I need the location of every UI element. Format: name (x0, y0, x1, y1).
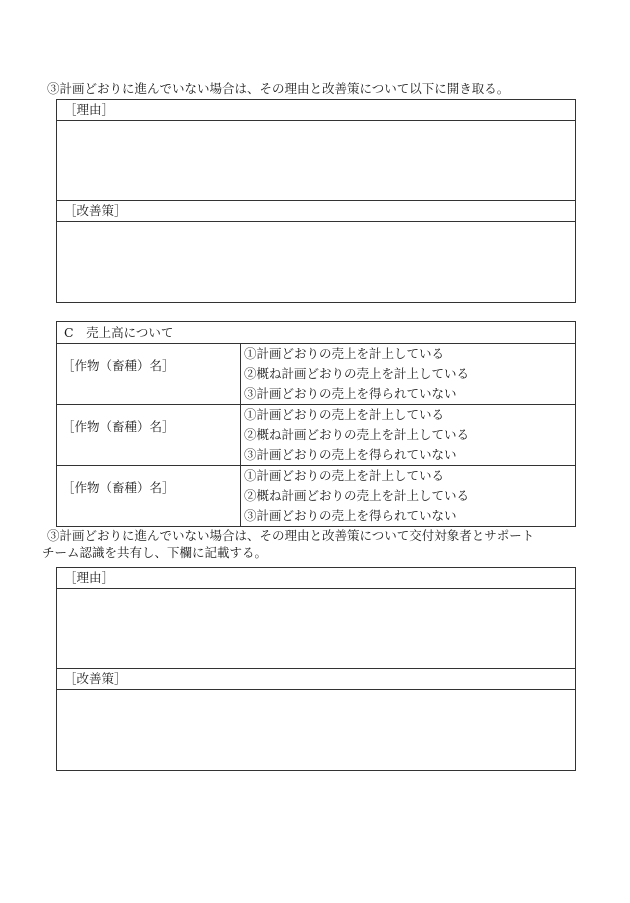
reason-improvement-box-1 (56, 99, 576, 303)
instruction-note-2-line-2: チーム認識を共有し、下欄に記載する。 (42, 545, 268, 560)
instruction-note-2 (42, 527, 535, 561)
sales-option-3[interactable]: ③計画どおりの売上を得られていない (244, 508, 457, 523)
crop-name-label: ［作物（畜種）名］ (57, 405, 241, 466)
crop-name-label: ［作物（畜種）名］ (57, 466, 241, 527)
table-row (57, 344, 576, 405)
reason-label: ［理由］ (57, 100, 575, 121)
instruction-note-2-line-1: ③計画どおりに進んでいない場合は、その理由と改善策について交付対象者とサポート (47, 528, 535, 543)
sales-options (241, 344, 576, 405)
sales-option-2[interactable]: ②概ね計画どおりの売上を計上している (244, 427, 470, 442)
reason-improvement-box-2 (56, 567, 576, 771)
sales-table (56, 321, 576, 527)
table-row (57, 405, 576, 466)
reason-input-area[interactable] (57, 589, 575, 669)
sales-option-1[interactable]: ①計画どおりの売上を計上している (244, 407, 445, 422)
improvement-input-area[interactable] (57, 222, 575, 302)
improvement-label: ［改善策］ (57, 201, 575, 222)
sales-option-2[interactable]: ②概ね計画どおりの売上を計上している (244, 488, 470, 503)
sales-options (241, 405, 576, 466)
reason-input-area[interactable] (57, 121, 575, 201)
reason-label: ［理由］ (57, 568, 575, 589)
instruction-note-1: ③計画どおりに進んでいない場合は、その理由と改善策について以下に開き取る。 (47, 81, 510, 96)
sales-option-2[interactable]: ②概ね計画どおりの売上を計上している (244, 366, 470, 381)
crop-name-label: ［作物（畜種）名］ (57, 344, 241, 405)
improvement-label: ［改善策］ (57, 669, 575, 690)
improvement-input-area[interactable] (57, 690, 575, 770)
table-row (57, 466, 576, 527)
sales-option-3[interactable]: ③計画どおりの売上を得られていない (244, 447, 457, 462)
sales-option-3[interactable]: ③計画どおりの売上を得られていない (244, 386, 457, 401)
sales-option-1[interactable]: ①計画どおりの売上を計上している (244, 468, 445, 483)
sales-options (241, 466, 576, 527)
sales-section-title: C 売上高について (57, 322, 576, 344)
sales-option-1[interactable]: ①計画どおりの売上を計上している (244, 346, 445, 361)
